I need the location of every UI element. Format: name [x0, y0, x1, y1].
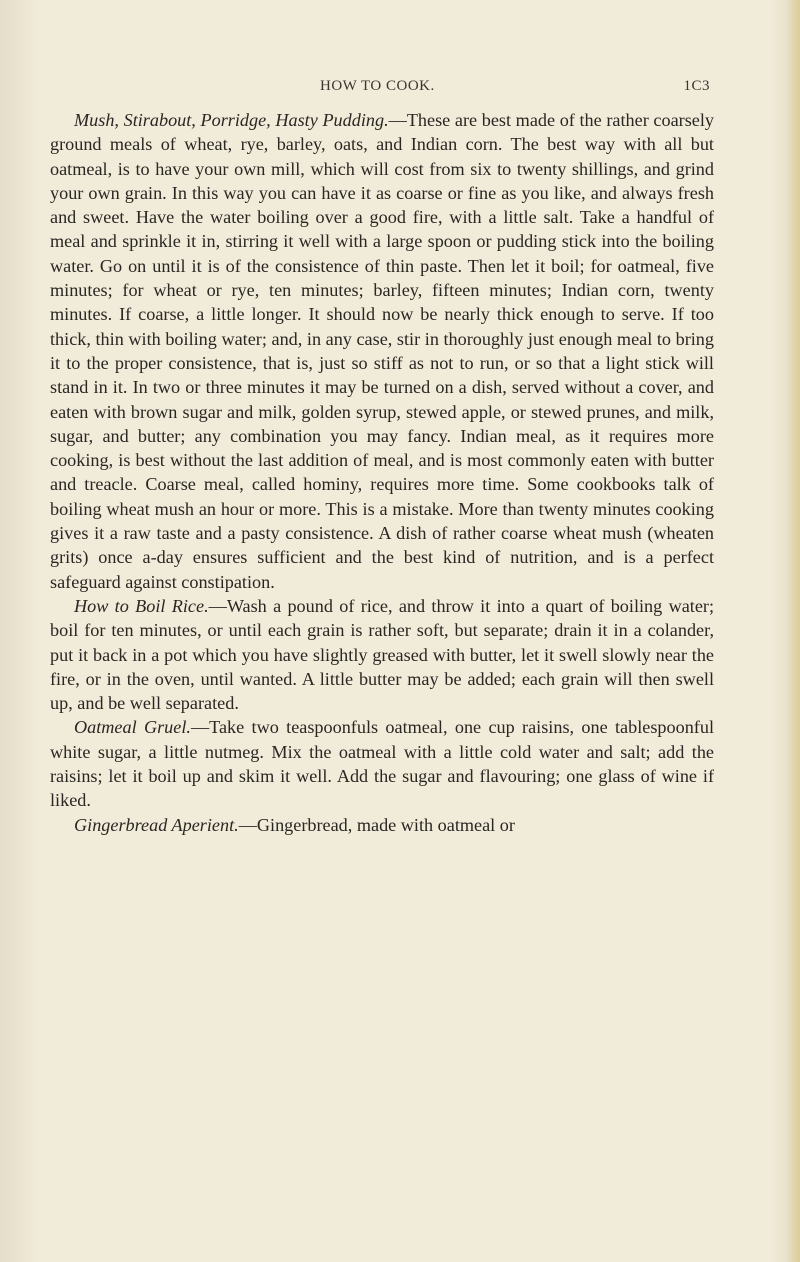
entry-dash: —: [388, 110, 407, 130]
entry-text-gingerbread: Gingerbread, made with oatmeal or: [256, 814, 515, 835]
running-head: HOW TO COOK.: [320, 78, 435, 94]
paragraph-gingerbread: [50, 813, 714, 837]
entry-title-gruel: Oatmeal Gruel.: [74, 717, 191, 738]
paragraph-rice: [50, 594, 714, 715]
paragraph-mush: [50, 108, 714, 594]
entry-title-mush: Mush, Stirabout, Porridge, Hasty Pudding.: [74, 110, 389, 130]
entry-dash: —: [190, 717, 210, 738]
page-header: [320, 78, 710, 100]
entry-title-rice: How to Boil Rice.: [74, 595, 209, 616]
entry-dash: —: [238, 814, 257, 835]
paragraph-gruel: [50, 715, 714, 812]
entry-title-gingerbread: Gingerbread Aperient.: [74, 814, 239, 835]
entry-text-mush: These are best made of the rather coarsely ground meals of wheat, rye, barley, oats, and Indian corn. The best way with all but oatmeal, is to have your own mill, which will cost from six to twenty shillings, and grind your own grain. In this way you can have it as coarse or fine as you like, and always fresh and sweet. Have the water boiling over a good fire, with a little salt. Take a handful of meal and sprinkle it in, stirring it well with a large spoon or pudding stick into the boiling water. Go on until it is of the consistence of thin paste. Then let it boil; for oatmeal, five minutes; for wheat or rye, ten minutes; barley, fifteen minutes; Indian corn, twenty minutes. If coarse, a little longer. It should now be nearly thick enough to serve. If too thick, thin with boiling water; and, in any case, stir in thoroughly just enough meal to bring it to the proper consistence, that is, just so stiff as not to run, or so that a light stick will stand in it. In two or three minutes it may be turned on a dish, served without a cover, and eaten with brown sugar and milk, golden syrup, stewed apple, or stewed prunes, and milk, sugar, and butter; any combination you may fancy. Indian meal, as it requires more cooking, is best without the last addition of meal, and is most commonly eaten with butter and treacle. Coarse meal, called hominy, requires more time. Some cookbooks talk of boiling wheat mush an hour or more. This is a mistake. More than twenty minutes cooking gives it a raw taste and a pasty consistence. A dish of rather coarse wheat mush (wheaten grits) once a-day ensures sufficient and the best kind of nutrition, and is a perfect safeguard against constipation.: [50, 110, 714, 592]
page-number: 1C3: [683, 78, 710, 94]
body-text: [50, 108, 714, 837]
entry-text-gruel: Take two teaspoonfuls oatmeal, one cup raisins, one tablespoonful white sugar, a little nutmeg. Mix the oatmeal with a little cold water and salt; add the raisins; let it boil up and skim it well. Add the sugar and flavouring; one glass of wine if liked.: [50, 717, 714, 811]
page-edge-shading: [786, 0, 800, 1262]
entry-dash: —: [208, 595, 227, 616]
entry-text-rice: Wash a pound of rice, and throw it into a quart of boiling water; boil for ten minutes, or until each grain is rather soft, but separate; drain it in a colander, put it back in a pot which you have slightly greased with butter, let it swell slowly near the fire, or in the oven, until wanted. A little butter may be added; each grain will then swell up, and be well separated.: [50, 595, 715, 714]
